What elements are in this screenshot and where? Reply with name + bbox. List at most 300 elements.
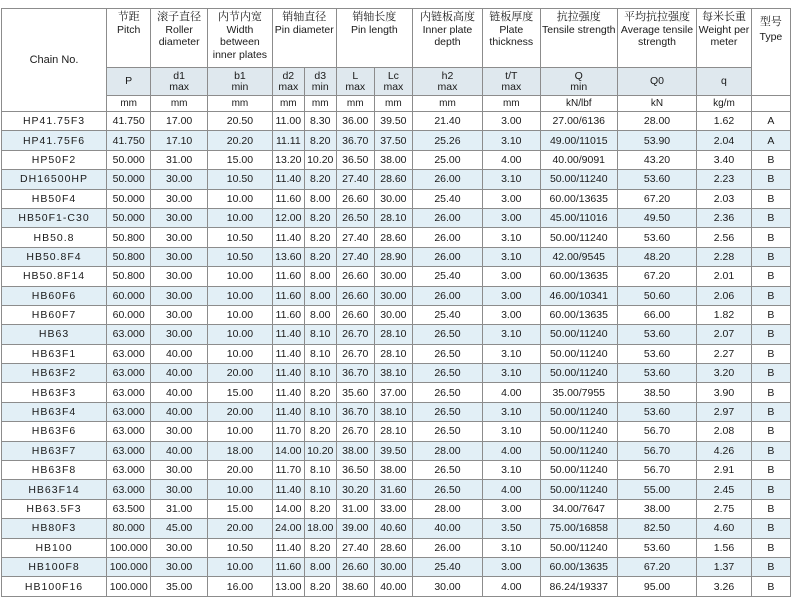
value-cell: B bbox=[751, 461, 790, 480]
value-cell: 8.20 bbox=[304, 383, 336, 402]
value-cell: 26.60 bbox=[336, 286, 374, 305]
value-cell: 28.00 bbox=[412, 441, 482, 460]
unit-cell: mm bbox=[304, 96, 336, 112]
value-cell: B bbox=[751, 538, 790, 557]
value-cell: 4.00 bbox=[482, 383, 540, 402]
value-cell: 11.40 bbox=[272, 383, 304, 402]
table-row bbox=[2, 267, 791, 286]
col-header-pin-length: 销轴长度 Pin length bbox=[336, 9, 412, 68]
value-cell: B bbox=[751, 344, 790, 363]
chain-no-cell: HB63F8 bbox=[2, 461, 107, 480]
value-cell: 10.20 bbox=[304, 150, 336, 169]
value-cell: 4.00 bbox=[482, 480, 540, 499]
value-cell: 2.91 bbox=[697, 461, 752, 480]
value-cell: 31.00 bbox=[336, 499, 374, 518]
value-cell: 11.40 bbox=[272, 170, 304, 189]
value-cell: 53.60 bbox=[617, 344, 696, 363]
table-row bbox=[2, 577, 791, 596]
value-cell: 66.00 bbox=[617, 305, 696, 324]
value-cell: 2.23 bbox=[697, 170, 752, 189]
value-cell: 50.00/11240 bbox=[540, 325, 617, 344]
table-row bbox=[2, 480, 791, 499]
value-cell: 17.10 bbox=[151, 131, 208, 150]
symbol-cell: L max bbox=[336, 68, 374, 96]
value-cell: 2.36 bbox=[697, 208, 752, 227]
value-cell: 11.11 bbox=[272, 131, 304, 150]
value-cell: B bbox=[751, 422, 790, 441]
value-cell: 25.26 bbox=[412, 131, 482, 150]
value-cell: 46.00/10341 bbox=[540, 286, 617, 305]
value-cell: 39.50 bbox=[374, 441, 412, 460]
chain-no-cell: HB80F3 bbox=[2, 519, 107, 538]
value-cell: 18.00 bbox=[304, 519, 336, 538]
value-cell: 26.50 bbox=[412, 461, 482, 480]
value-cell: 10.00 bbox=[207, 208, 272, 227]
col-header-avg-tensile: 平均抗拉强度 Average tensile strength bbox=[617, 9, 696, 68]
value-cell: 3.10 bbox=[482, 131, 540, 150]
table-row bbox=[2, 499, 791, 518]
unit-cell: kN bbox=[617, 96, 696, 112]
value-cell: 50.00/11240 bbox=[540, 422, 617, 441]
value-cell: 30.00 bbox=[151, 170, 208, 189]
value-cell: 30.00 bbox=[412, 577, 482, 596]
value-cell: 28.00 bbox=[617, 112, 696, 131]
value-cell: 11.60 bbox=[272, 267, 304, 286]
value-cell: 24.00 bbox=[272, 519, 304, 538]
value-cell: 8.10 bbox=[304, 402, 336, 421]
value-cell: 27.00/6136 bbox=[540, 112, 617, 131]
value-cell: B bbox=[751, 441, 790, 460]
value-cell: 35.00 bbox=[151, 577, 208, 596]
value-cell: 3.00 bbox=[482, 305, 540, 324]
value-cell: 26.70 bbox=[336, 422, 374, 441]
value-cell: 3.10 bbox=[482, 402, 540, 421]
chain-no-cell: HB50.8F14 bbox=[2, 267, 107, 286]
value-cell: 63.000 bbox=[107, 422, 151, 441]
value-cell: 45.00 bbox=[151, 519, 208, 538]
value-cell: 8.00 bbox=[304, 305, 336, 324]
value-cell: 63.500 bbox=[107, 499, 151, 518]
value-cell: 41.750 bbox=[107, 131, 151, 150]
value-cell: 40.00/9091 bbox=[540, 150, 617, 169]
type-header: 型号 Type bbox=[751, 9, 790, 96]
value-cell: 3.00 bbox=[482, 112, 540, 131]
value-cell: 3.00 bbox=[482, 557, 540, 576]
value-cell: B bbox=[751, 557, 790, 576]
chain-no-cell: HP41.75F3 bbox=[2, 112, 107, 131]
value-cell: 55.00 bbox=[617, 480, 696, 499]
value-cell: 40.00 bbox=[374, 577, 412, 596]
value-cell: 75.00/16858 bbox=[540, 519, 617, 538]
value-cell: 28.10 bbox=[374, 325, 412, 344]
value-cell: 28.00 bbox=[412, 499, 482, 518]
chain-no-cell: HP50F2 bbox=[2, 150, 107, 169]
value-cell: 30.00 bbox=[151, 538, 208, 557]
value-cell: 60.000 bbox=[107, 286, 151, 305]
value-cell: 26.60 bbox=[336, 267, 374, 286]
table-row bbox=[2, 364, 791, 383]
chain-no-cell: HB63F7 bbox=[2, 441, 107, 460]
value-cell: 15.00 bbox=[207, 150, 272, 169]
unit-cell: mm bbox=[374, 96, 412, 112]
table-row bbox=[2, 286, 791, 305]
value-cell: 86.24/19337 bbox=[540, 577, 617, 596]
value-cell: B bbox=[751, 267, 790, 286]
unit-cell: mm bbox=[482, 96, 540, 112]
value-cell: 31.60 bbox=[374, 480, 412, 499]
header-name-row bbox=[2, 9, 791, 68]
value-cell: 8.20 bbox=[304, 499, 336, 518]
value-cell: 31.00 bbox=[151, 499, 208, 518]
value-cell: 34.00/7647 bbox=[540, 499, 617, 518]
value-cell: 3.10 bbox=[482, 422, 540, 441]
value-cell: 14.00 bbox=[272, 441, 304, 460]
value-cell: 11.70 bbox=[272, 422, 304, 441]
chain-no-cell: HB63F6 bbox=[2, 422, 107, 441]
symbol-cell: h2 max bbox=[412, 68, 482, 96]
chain-no-cell: HB100 bbox=[2, 538, 107, 557]
value-cell: B bbox=[751, 480, 790, 499]
value-cell: 11.40 bbox=[272, 364, 304, 383]
value-cell: 2.03 bbox=[697, 189, 752, 208]
chain-spec-sheet bbox=[1, 8, 791, 597]
unit-cell: mm bbox=[272, 96, 304, 112]
chain-no-cell: HB63F3 bbox=[2, 383, 107, 402]
value-cell: 10.50 bbox=[207, 170, 272, 189]
value-cell: 49.00/11015 bbox=[540, 131, 617, 150]
symbol-cell: d3 min bbox=[304, 68, 336, 96]
value-cell: 4.00 bbox=[482, 150, 540, 169]
value-cell: 50.000 bbox=[107, 170, 151, 189]
value-cell: 40.60 bbox=[374, 519, 412, 538]
value-cell: 26.50 bbox=[412, 344, 482, 363]
value-cell: 10.00 bbox=[207, 480, 272, 499]
value-cell: 50.800 bbox=[107, 228, 151, 247]
table-row bbox=[2, 441, 791, 460]
value-cell: 10.00 bbox=[207, 305, 272, 324]
value-cell: 8.00 bbox=[304, 557, 336, 576]
value-cell: 53.60 bbox=[617, 364, 696, 383]
value-cell: 36.70 bbox=[336, 364, 374, 383]
value-cell: 25.40 bbox=[412, 267, 482, 286]
value-cell: 26.50 bbox=[412, 480, 482, 499]
value-cell: 38.00 bbox=[374, 461, 412, 480]
value-cell: 25.40 bbox=[412, 189, 482, 208]
table-row bbox=[2, 344, 791, 363]
value-cell: 28.10 bbox=[374, 344, 412, 363]
value-cell: 8.10 bbox=[304, 461, 336, 480]
value-cell: 1.82 bbox=[697, 305, 752, 324]
value-cell: 56.70 bbox=[617, 441, 696, 460]
table-row bbox=[2, 131, 791, 150]
value-cell: 40.00 bbox=[151, 344, 208, 363]
value-cell: 56.70 bbox=[617, 422, 696, 441]
value-cell: 3.10 bbox=[482, 461, 540, 480]
value-cell: 50.00/11240 bbox=[540, 461, 617, 480]
value-cell: 25.40 bbox=[412, 305, 482, 324]
value-cell: 50.00/11240 bbox=[540, 441, 617, 460]
value-cell: B bbox=[751, 402, 790, 421]
value-cell: 8.20 bbox=[304, 247, 336, 266]
value-cell: 63.000 bbox=[107, 402, 151, 421]
value-cell: 2.97 bbox=[697, 402, 752, 421]
value-cell: 28.10 bbox=[374, 422, 412, 441]
value-cell: B bbox=[751, 208, 790, 227]
value-cell: 63.000 bbox=[107, 325, 151, 344]
symbol-cell: Q min bbox=[540, 68, 617, 96]
value-cell: 4.00 bbox=[482, 441, 540, 460]
value-cell: 8.10 bbox=[304, 344, 336, 363]
value-cell: A bbox=[751, 131, 790, 150]
value-cell: 11.60 bbox=[272, 557, 304, 576]
header-unit-row bbox=[2, 96, 791, 112]
value-cell: 3.10 bbox=[482, 364, 540, 383]
value-cell: 100.000 bbox=[107, 557, 151, 576]
value-cell: 67.20 bbox=[617, 267, 696, 286]
value-cell: 10.00 bbox=[207, 267, 272, 286]
value-cell: 60.00/13635 bbox=[540, 557, 617, 576]
chain-no-cell: HB50.8 bbox=[2, 228, 107, 247]
chain-no-cell: HB63F1 bbox=[2, 344, 107, 363]
value-cell: 3.00 bbox=[482, 499, 540, 518]
value-cell: 38.10 bbox=[374, 402, 412, 421]
value-cell: 11.60 bbox=[272, 189, 304, 208]
value-cell: 63.000 bbox=[107, 480, 151, 499]
chain-no-cell: HB63F14 bbox=[2, 480, 107, 499]
value-cell: A bbox=[751, 112, 790, 131]
value-cell: 27.40 bbox=[336, 247, 374, 266]
value-cell: 30.00 bbox=[374, 286, 412, 305]
value-cell: 2.75 bbox=[697, 499, 752, 518]
unit-cell: kN/lbf bbox=[540, 96, 617, 112]
value-cell: 1.56 bbox=[697, 538, 752, 557]
value-cell: 8.00 bbox=[304, 286, 336, 305]
col-header-weight: 每米长重 Weight per meter bbox=[697, 9, 752, 68]
value-cell: 50.00/11240 bbox=[540, 170, 617, 189]
value-cell: 8.20 bbox=[304, 170, 336, 189]
value-cell: B bbox=[751, 170, 790, 189]
value-cell: 13.00 bbox=[272, 577, 304, 596]
value-cell: 40.00 bbox=[151, 402, 208, 421]
value-cell: 27.40 bbox=[336, 170, 374, 189]
value-cell: 50.000 bbox=[107, 189, 151, 208]
value-cell: 50.00/11240 bbox=[540, 228, 617, 247]
value-cell: 30.00 bbox=[151, 557, 208, 576]
value-cell: B bbox=[751, 247, 790, 266]
table-row bbox=[2, 325, 791, 344]
value-cell: 26.00 bbox=[412, 170, 482, 189]
value-cell: 63.000 bbox=[107, 383, 151, 402]
value-cell: 3.10 bbox=[482, 538, 540, 557]
value-cell: 3.00 bbox=[482, 208, 540, 227]
value-cell: 30.20 bbox=[336, 480, 374, 499]
table-row bbox=[2, 557, 791, 576]
value-cell: 10.00 bbox=[207, 557, 272, 576]
value-cell: 8.20 bbox=[304, 228, 336, 247]
value-cell: 26.00 bbox=[412, 228, 482, 247]
value-cell: B bbox=[751, 325, 790, 344]
value-cell: 26.60 bbox=[336, 305, 374, 324]
chain-no-cell: HB63F2 bbox=[2, 364, 107, 383]
value-cell: 27.40 bbox=[336, 538, 374, 557]
value-cell: 30.00 bbox=[374, 557, 412, 576]
table-row bbox=[2, 538, 791, 557]
value-cell: 30.00 bbox=[151, 208, 208, 227]
value-cell: 50.800 bbox=[107, 247, 151, 266]
value-cell: 26.00 bbox=[412, 208, 482, 227]
unit-cell: mm bbox=[151, 96, 208, 112]
unit-cell: mm bbox=[207, 96, 272, 112]
value-cell: 36.00 bbox=[336, 112, 374, 131]
value-cell: 3.10 bbox=[482, 325, 540, 344]
chain-no-cell: HB50F1-C30 bbox=[2, 208, 107, 227]
table-row bbox=[2, 461, 791, 480]
chain-no-cell: HB100F16 bbox=[2, 577, 107, 596]
value-cell: 53.60 bbox=[617, 402, 696, 421]
symbol-cell: d2 max bbox=[272, 68, 304, 96]
value-cell: 8.20 bbox=[304, 131, 336, 150]
value-cell: 63.000 bbox=[107, 461, 151, 480]
value-cell: 3.10 bbox=[482, 247, 540, 266]
symbol-cell: b1 min bbox=[207, 68, 272, 96]
header-symbol-row bbox=[2, 68, 791, 96]
value-cell: 30.00 bbox=[151, 247, 208, 266]
value-cell: 2.27 bbox=[697, 344, 752, 363]
value-cell: 40.00 bbox=[151, 383, 208, 402]
value-cell: 20.00 bbox=[207, 364, 272, 383]
unit-cell-type bbox=[751, 96, 790, 112]
value-cell: B bbox=[751, 499, 790, 518]
value-cell: 50.00/11240 bbox=[540, 402, 617, 421]
symbol-cell: P bbox=[107, 68, 151, 96]
table-row bbox=[2, 305, 791, 324]
value-cell: B bbox=[751, 305, 790, 324]
value-cell: 10.00 bbox=[207, 422, 272, 441]
value-cell: 38.60 bbox=[336, 577, 374, 596]
chain-no-cell: HB63F4 bbox=[2, 402, 107, 421]
value-cell: 10.50 bbox=[207, 247, 272, 266]
value-cell: 4.60 bbox=[697, 519, 752, 538]
value-cell: 2.07 bbox=[697, 325, 752, 344]
value-cell: 53.90 bbox=[617, 131, 696, 150]
value-cell: 1.62 bbox=[697, 112, 752, 131]
value-cell: 8.10 bbox=[304, 325, 336, 344]
value-cell: 11.00 bbox=[272, 112, 304, 131]
value-cell: 40.00 bbox=[151, 441, 208, 460]
value-cell: 25.40 bbox=[412, 557, 482, 576]
value-cell: 8.20 bbox=[304, 422, 336, 441]
value-cell: 36.70 bbox=[336, 131, 374, 150]
value-cell: 95.00 bbox=[617, 577, 696, 596]
value-cell: 26.50 bbox=[412, 325, 482, 344]
value-cell: 30.00 bbox=[151, 305, 208, 324]
value-cell: B bbox=[751, 189, 790, 208]
chain-no-cell: HB50.8F4 bbox=[2, 247, 107, 266]
unit-cell: mm bbox=[412, 96, 482, 112]
value-cell: 50.00/11240 bbox=[540, 538, 617, 557]
symbol-cell: Lc max bbox=[374, 68, 412, 96]
value-cell: 12.00 bbox=[272, 208, 304, 227]
value-cell: 100.000 bbox=[107, 577, 151, 596]
value-cell: 80.000 bbox=[107, 519, 151, 538]
chain-no-cell: DH16500HP bbox=[2, 170, 107, 189]
value-cell: 20.50 bbox=[207, 112, 272, 131]
value-cell: 26.00 bbox=[412, 286, 482, 305]
value-cell: 30.00 bbox=[151, 228, 208, 247]
col-header-pin-diameter: 销轴直径 Pin diameter bbox=[272, 9, 336, 68]
value-cell: 11.40 bbox=[272, 228, 304, 247]
value-cell: 2.45 bbox=[697, 480, 752, 499]
chain-no-cell: HB60F7 bbox=[2, 305, 107, 324]
value-cell: 13.60 bbox=[272, 247, 304, 266]
value-cell: 40.00 bbox=[151, 364, 208, 383]
unit-cell: mm bbox=[107, 96, 151, 112]
value-cell: 26.50 bbox=[412, 383, 482, 402]
value-cell: 14.00 bbox=[272, 499, 304, 518]
value-cell: 49.50 bbox=[617, 208, 696, 227]
value-cell: 50.00/11240 bbox=[540, 364, 617, 383]
value-cell: 2.28 bbox=[697, 247, 752, 266]
chain-spec-table bbox=[1, 8, 791, 597]
value-cell: 3.10 bbox=[482, 170, 540, 189]
value-cell: 60.00/13635 bbox=[540, 305, 617, 324]
value-cell: 25.00 bbox=[412, 150, 482, 169]
value-cell: 26.00 bbox=[412, 247, 482, 266]
value-cell: 67.20 bbox=[617, 189, 696, 208]
value-cell: 63.000 bbox=[107, 441, 151, 460]
value-cell: 26.70 bbox=[336, 344, 374, 363]
symbol-cell: Q0 bbox=[617, 68, 696, 96]
value-cell: 43.20 bbox=[617, 150, 696, 169]
symbol-cell: q bbox=[697, 68, 752, 96]
value-cell: 53.60 bbox=[617, 170, 696, 189]
table-row bbox=[2, 170, 791, 189]
value-cell: 3.20 bbox=[697, 364, 752, 383]
value-cell: 18.00 bbox=[207, 441, 272, 460]
value-cell: B bbox=[751, 150, 790, 169]
value-cell: 30.00 bbox=[151, 189, 208, 208]
value-cell: 30.00 bbox=[151, 422, 208, 441]
value-cell: 1.37 bbox=[697, 557, 752, 576]
value-cell: 26.60 bbox=[336, 189, 374, 208]
col-header-pitch: 节距 Pitch bbox=[107, 9, 151, 68]
table-row bbox=[2, 112, 791, 131]
value-cell: 33.00 bbox=[374, 499, 412, 518]
value-cell: 26.70 bbox=[336, 325, 374, 344]
value-cell: 11.40 bbox=[272, 325, 304, 344]
value-cell: 36.50 bbox=[336, 461, 374, 480]
value-cell: 3.00 bbox=[482, 286, 540, 305]
value-cell: 11.40 bbox=[272, 538, 304, 557]
value-cell: 8.00 bbox=[304, 189, 336, 208]
value-cell: 8.20 bbox=[304, 538, 336, 557]
value-cell: 26.50 bbox=[336, 208, 374, 227]
value-cell: 8.00 bbox=[304, 267, 336, 286]
value-cell: 2.04 bbox=[697, 131, 752, 150]
value-cell: 67.20 bbox=[617, 557, 696, 576]
col-header-roller-diameter: 滚子直径 Roller diameter bbox=[151, 9, 208, 68]
chain-no-cell: HP41.75F6 bbox=[2, 131, 107, 150]
chain-no-cell: HB100F8 bbox=[2, 557, 107, 576]
value-cell: 3.10 bbox=[482, 344, 540, 363]
value-cell: 26.00 bbox=[412, 538, 482, 557]
value-cell: 36.50 bbox=[336, 150, 374, 169]
value-cell: 28.60 bbox=[374, 538, 412, 557]
value-cell: 26.50 bbox=[412, 422, 482, 441]
value-cell: 39.50 bbox=[374, 112, 412, 131]
value-cell: 26.50 bbox=[412, 364, 482, 383]
chain-no-cell: HB60F6 bbox=[2, 286, 107, 305]
